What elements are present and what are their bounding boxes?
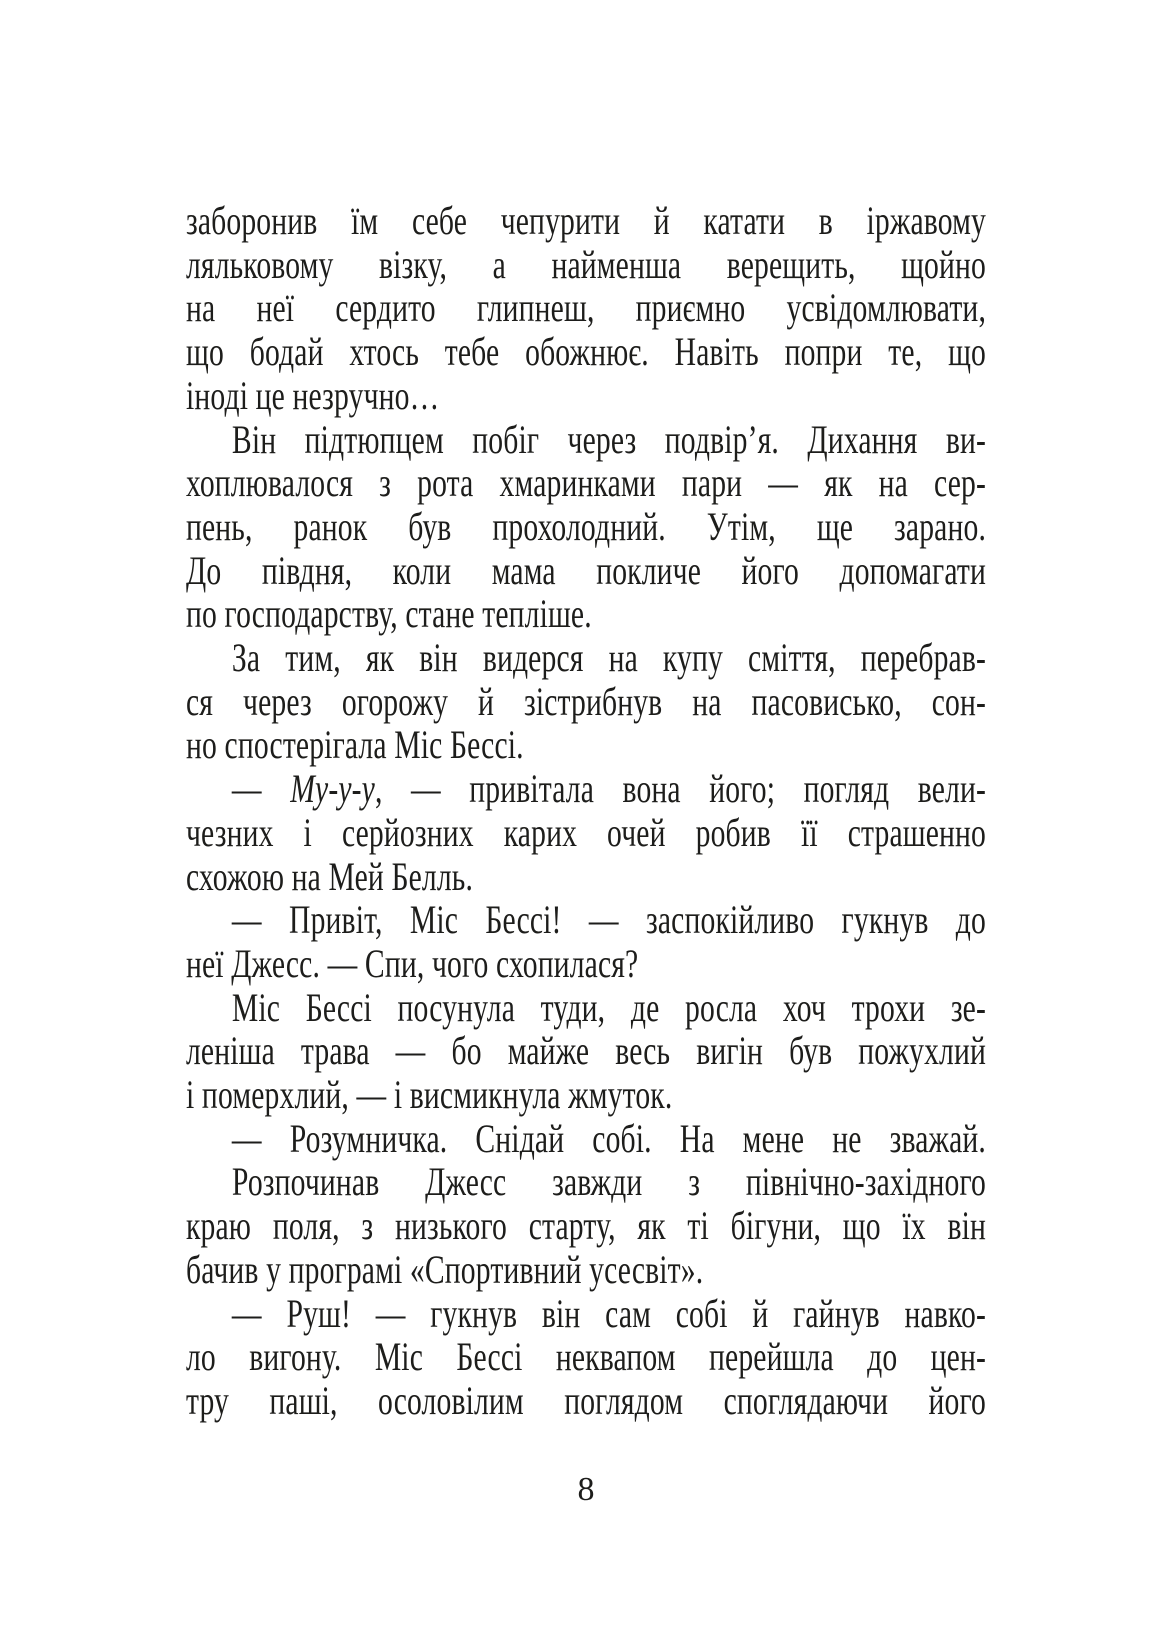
text-line: — Руш! — гукнув він сам собі й гайнув навко- <box>231 1290 986 1336</box>
text-line: чезних і серйозних карих очей робив її страшенно <box>186 809 986 855</box>
text-line: ся через огорожу й зістрибнув на пасовисько, сон- <box>186 678 986 724</box>
text-line: ляльковому візку, а найменша верещить, щойно <box>186 241 986 287</box>
text-line: Він підтюпцем побіг через подвір’я. Дихання ви- <box>231 416 986 462</box>
text-line: краю поля, з низького старту, як ті бігуни, що їх він <box>186 1203 986 1249</box>
page-text <box>186 199 986 1423</box>
text-line: тру паші, осоловілим поглядом споглядаючи його <box>186 1377 986 1423</box>
text-line: на неї сердито глипнеш, приємно усвідомлювати, <box>186 285 986 331</box>
text-line: що бодай хтось тебе обожнює. Навіть попри те, що <box>186 329 986 375</box>
text-line: і померхлий, — і висмикнула жмуток. <box>186 1072 673 1118</box>
text-line: схожою на Мей Белль. <box>186 853 474 899</box>
text-line: неї Джесс. — Спи, чого схопилася? <box>186 940 639 986</box>
text-line: За тим, як він видерся на купу сміття, перебрав- <box>231 635 986 681</box>
text-line: пень, ранок був прохолодний. Утім, ще зарано. <box>186 503 986 549</box>
text-line: ло вигону. Міс Бессі неквапом перейшла до цен- <box>186 1334 986 1380</box>
text-line: Розпочинав Джесс завжди з північно-західного <box>231 1159 986 1205</box>
text-line: заборонив їм себе чепурити й катати в іржавому <box>186 198 986 243</box>
text-line: До півдня, коли мама покличе його допомагати <box>186 547 986 593</box>
page-number: 8 <box>577 1471 595 1508</box>
text-line: хоплювалося з рота хмаринками пари — як на сер- <box>186 460 986 506</box>
text-line: іноді це незручно… <box>186 372 440 418</box>
text-line: бачив у програмі «Спортивний усесвіт». <box>186 1246 704 1292</box>
text-line: леніша трава — бо майже весь вигін був пожухлий <box>186 1028 986 1074</box>
text-line: но спостерігала Міс Бессі. <box>186 722 524 768</box>
text-line: — Розумничка. Снідай собі. На мене не зважай. <box>231 1115 986 1161</box>
text-line: Міс Бессі посунула туди, де росла хоч трохи зе- <box>231 984 986 1030</box>
text-line: — Привіт, Міс Бессі! — заспокійливо гукнув до <box>231 897 986 943</box>
text-line: по господарству, стане тепліше. <box>186 591 592 637</box>
text-line: — Му-у-у, — привітала вона його; погляд вели- <box>231 766 986 812</box>
